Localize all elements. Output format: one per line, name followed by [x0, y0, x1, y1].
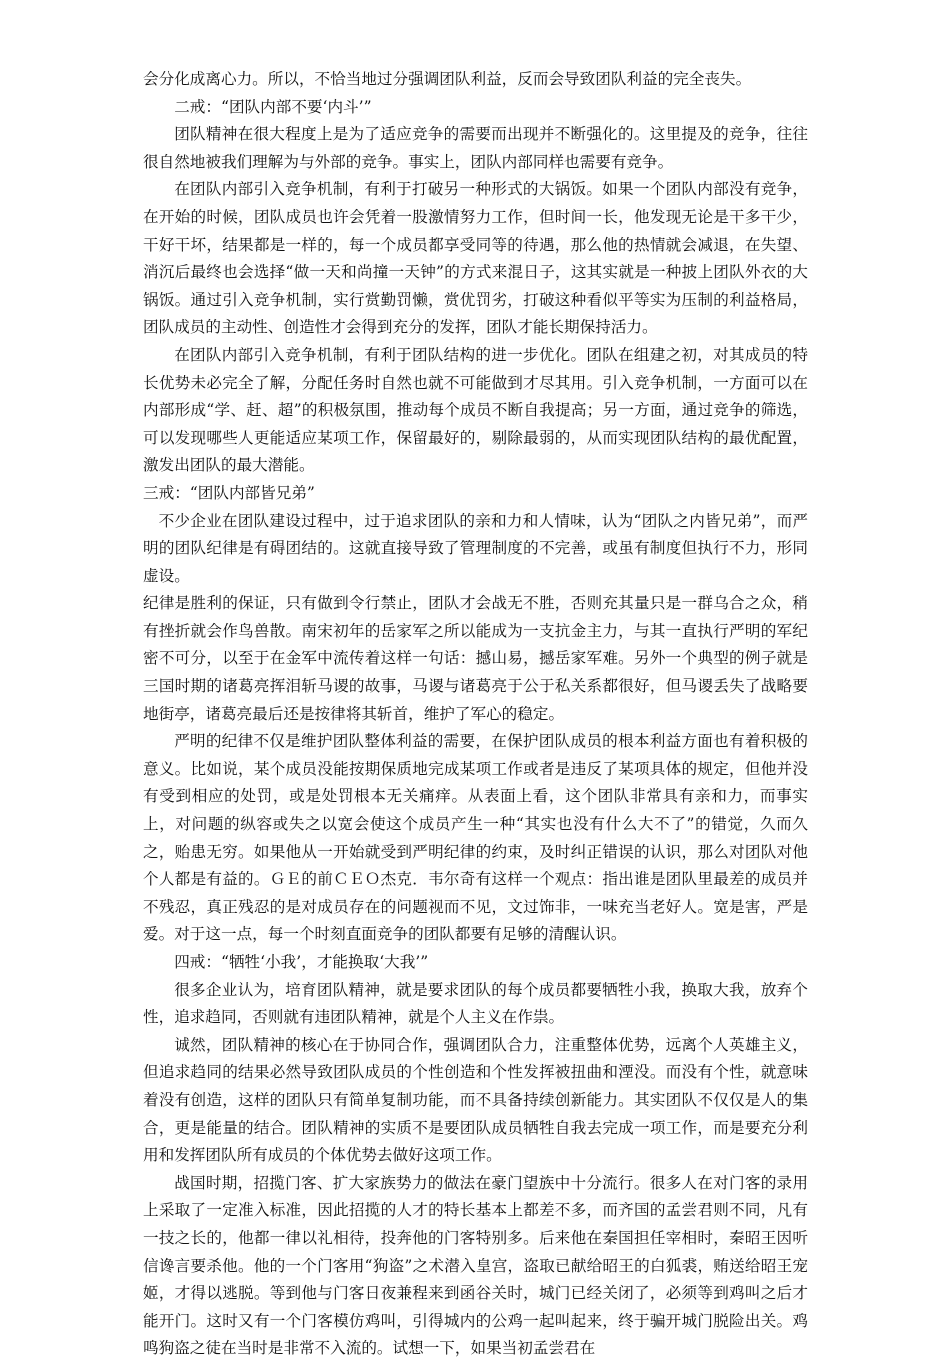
body-paragraph: 在团队内部引入竞争机制，有利于打破另一种形式的大锅饭。如果一个团队内部没有竞争，在开始的时候，团队成员也许会凭着一股激情努力工作，但时间一长，他发现无论是干多干少，干好干坏，结果都是一样的，每一个成员都享受同等的待遇，那么他的热情就会减退，在失望、消沉后最终也会选择“做一天和尚撞一天钟”的方式来混日子，这其实就是一种披上团队外衣的大锅饭。通过引入竞争机制，实行赏勤罚懒，赏优罚劣，打破这种看似平等实为压制的利益格局，团队成员的主动性、创造性才会得到充分的发挥，团队才能长期保持活力。 — [143, 180, 808, 337]
section-heading-second-precept: 二戒：“团队内部不要‘内斗’” — [174, 97, 372, 116]
body-paragraph: 不少企业在团队建设过程中，过于追求团队的亲和力和人情味，认为“团队之内皆兄弟”，而严明的团队纪律是有碍团结的。这就直接导致了管理制度的不完善，或虽有制度但执行不力，形同虚设。 — [143, 511, 808, 585]
body-paragraph: 团队精神在很大程度上是为了适应竞争的需要而出现并不断强化的。这里提及的竞争，往往很自然地被我们理解为与外部的竞争。事实上，团队内部同样也需要有竞争。 — [143, 125, 808, 171]
body-paragraph: 战国时期，招揽门客、扩大家族势力的做法在豪门望族中十分流行。很多人在对门客的录用上采取了一定准入标准，因此招揽的人才的特长基本上都差不多，而齐国的孟尝君则不同，凡有一技之长的，他都一律以礼相待，投奔他的门客特别多。后来他在秦国担任宰相时，秦昭王因听信谗言要杀他。他的一个门客用“狗盗”之术潜入皇宫，盗取已献给昭王的白狐裘，贿送给昭王宠姬，才得以逃脱。等到他与门客日夜兼程来到函谷关时，城门已经关闭了，必须等到鸡叫之后才能开门。这时又有一个门客模仿鸡叫，引得城内的公鸡一起叫起来，终于骗开城门脱险出关。鸡鸣狗盗之徒在当时是非常不入流的。试想一下，如果当初孟尝君在 — [143, 1173, 808, 1358]
body-paragraph: 很多企业认为，培育团队精神，就是要求团队的每个成员都要牺牲小我，换取大我，放弃个性，追求趋同，否则就有违团队精神，就是个人主义在作祟。 — [143, 980, 808, 1027]
section-heading-third-precept: 三戒：“团队内部皆兄弟” — [143, 483, 315, 502]
body-paragraph: 严明的纪律不仅是维护团队整体利益的需要，在保护团队成员的根本利益方面也有着积极的意义。比如说，某个成员没能按期保质地完成某项工作或者是违反了某项具体的规定，但他并没有受到相应的处罚，或是处罚根本无关痛痒。从表面上看，这个团队非常具有亲和力，而事实上，对问题的纵容或失之以宽会使这个成员产生一种“其实也没有什么大不了”的错觉，久而久之，贻患无穷。如果他从一开始就受到严明纪律的约束，及时纠正错误的认识，那么对团队对他个人都是有益的。ＧＥ的前ＣＥＯ杰克．韦尔奇有这样一个观点：指出谁是团队里最差的成员并不残忍，真正残忍的是对成员存在的问题视而不见，文过饰非，一味充当老好人。宽是害，严是爱。对于这一点，每一个时刻直面竞争的团队都要有足够的清醒认识。 — [143, 732, 808, 944]
document-page — [143, 66, 808, 1363]
body-paragraph: 在团队内部引入竞争机制，有利于团队结构的进一步优化。团队在组建之初，对其成员的特长优势未必完全了解，分配任务时自然也就不可能做到才尽其用。引入竞争机制，一方面可以在内部形成“学、赶、超”的积极氛围，推动每个成员不断自我提高；另一方面，通过竞争的筛选，可以发现哪些人更能适应某项工作，保留最好的，剔除最弱的，从而实现团队结构的最优配置，激发出团队的最大潜能。 — [143, 345, 808, 475]
body-paragraph: 诚然，团队精神的核心在于协同合作，强调团队合力，注重整体优势，远离个人英雄主义，但追求趋同的结果必然导致团队成员的个性创造和个性发挥被扭曲和湮没。而没有个性，就意味着没有创造，这样的团队只有简单复制功能，而不具备持续创新能力。其实团队不仅仅是人的集合，更是能量的结合。团队精神的实质不是要团队成员牺牲自我去完成一项工作，而是要充分利用和发挥团队所有成员的个体优势去做好这项工作。 — [143, 1035, 808, 1165]
section-heading-fourth-precept: 四戒：“牺牲‘小我’，才能换取‘大我’” — [174, 953, 429, 971]
body-paragraph: 纪律是胜利的保证，只有做到令行禁止，团队才会战无不胜，否则充其量只是一群乌合之众，稍有挫折就会作鸟兽散。南宋初年的岳家军之所以能成为一支抗金主力，与其一直执行严明的军纪密不可分，以至于在金军中流传着这样一句话：撼山易，撼岳家军难。另外一个典型的例子就是三国时期的诸葛亮挥泪斩马谡的故事，马谡与诸葛亮于公于私关系都很好，但马谡丢失了战略要地街亭，诸葛亮最后还是按律将其斩首，维护了军心的稳定。 — [143, 594, 808, 723]
paragraph-continuation: 会分化成离心力。所以，不恰当地过分强调团队利益，反而会导致团队利益的完全丧失。 — [143, 70, 752, 88]
